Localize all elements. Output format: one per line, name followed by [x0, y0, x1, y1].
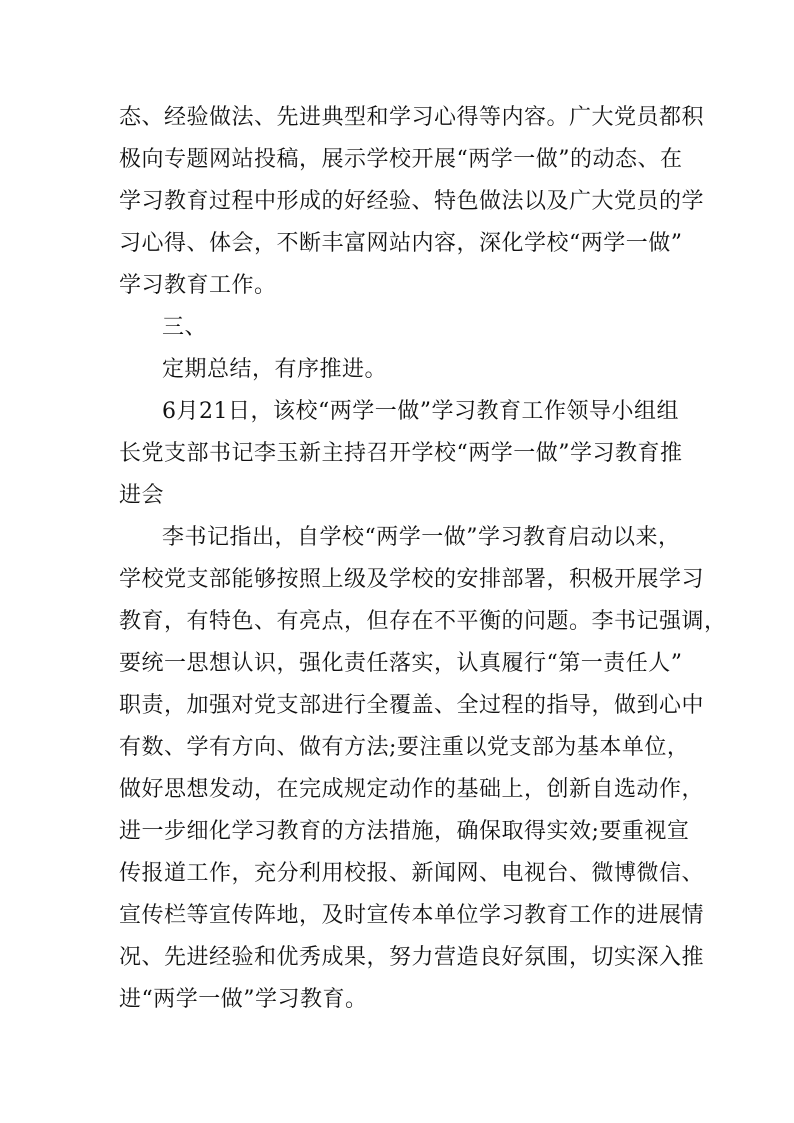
text-line: 态、经验做法、先进典型和学习心得等内容。广大党员都积: [119, 105, 705, 130]
text-line: 极向专题网站投稿，展示学校开展“两学一做”的动态、在: [119, 147, 683, 172]
text-line: 李书记指出，自学校“两学一做”学习教育启动以来，: [162, 525, 681, 550]
text-line: 有数、学有方向、做有方法;要注重以党支部为基本单位，: [119, 735, 690, 760]
text-line: 教育，有特色、有亮点，但存在不平衡的问题。李书记强调，: [119, 609, 727, 634]
section-title: 定期总结，有序推进。: [162, 357, 388, 382]
text-line: 学习教育工作。: [119, 273, 277, 298]
text-line: 进会: [119, 483, 165, 508]
text-line: 学习教育过程中形成的好经验、特色做法以及广大党员的学: [119, 189, 705, 214]
text-line: 宣传栏等宣传阵地，及时宣传本单位学习教育工作的进展情: [119, 903, 705, 928]
text-line: 6月21日，该校“两学一做”学习教育工作领导小组组: [162, 399, 679, 424]
text-line: 传报道工作，充分利用校报、新闻网、电视台、微博微信、: [119, 861, 705, 886]
text-line: 做好思想发动，在完成规定动作的基础上，创新自选动作，: [119, 777, 705, 802]
text-line: 长党支部书记李玉新主持召开学校“两学一做”学习教育推: [119, 441, 683, 466]
section-heading: 三、: [162, 315, 208, 340]
text-line: 进“两学一做”学习教育。: [119, 987, 368, 1012]
text-line: 职责，加强对党支部进行全覆盖、全过程的指导，做到心中: [119, 693, 705, 718]
text-line: 习心得、体会，不断丰富网站内容，深化学校“两学一做”: [119, 231, 683, 256]
text-line: 况、先进经验和优秀成果，努力营造良好氛围，切实深入推: [119, 945, 705, 970]
text-line: 要统一思想认识，强化责任落实，认真履行“第一责任人”: [119, 651, 683, 676]
text-line: 学校党支部能够按照上级及学校的安排部署，积极开展学习: [119, 567, 705, 592]
text-line: 进一步细化学习教育的方法措施，确保取得实效;要重视宣: [119, 819, 690, 844]
